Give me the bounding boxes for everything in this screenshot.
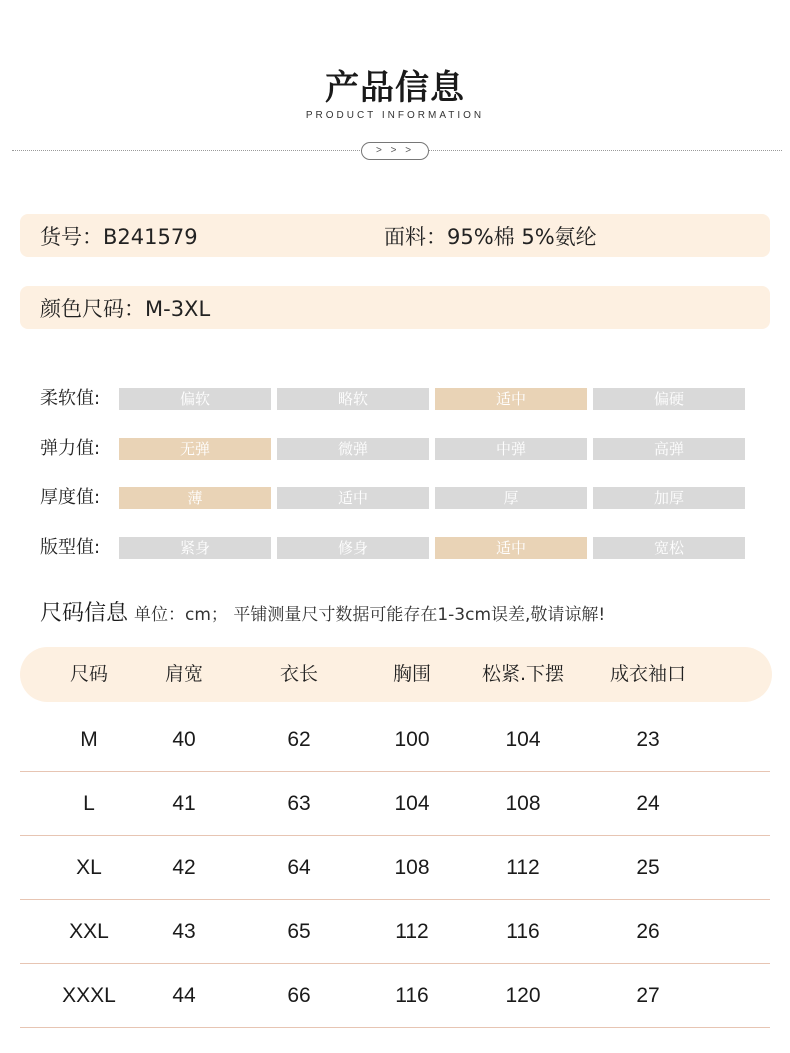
- attribute-label: 柔软值:: [40, 388, 101, 409]
- attribute-option: 厚: [435, 487, 587, 509]
- table-cell: 62: [287, 728, 311, 751]
- attribute-label: 弹力值:: [40, 438, 101, 459]
- table-cell: 66: [287, 984, 311, 1007]
- attribute-label: 版型值:: [40, 537, 101, 558]
- attribute-option: 宽松: [593, 537, 745, 559]
- table-cell: 108: [505, 792, 541, 815]
- table-cell: 44: [172, 984, 196, 1007]
- table-cell: 116: [506, 920, 540, 943]
- table-cell: 112: [395, 920, 429, 943]
- table-cell: M: [80, 728, 98, 751]
- attribute-label: 厚度值:: [40, 487, 101, 508]
- table-cell: 116: [395, 984, 429, 1007]
- size-info-title: 尺码信息: [40, 601, 129, 626]
- table-row: [20, 708, 770, 772]
- table-row: [20, 836, 770, 900]
- color-size-text: 颜色尺码：M-3XL: [40, 296, 211, 321]
- table-cell: 65: [287, 920, 311, 943]
- attribute-option-selected: 适中: [435, 388, 587, 410]
- table-row: [20, 900, 770, 964]
- table-header-cell: 松紧.下摆: [481, 663, 565, 685]
- arrows-pill: > > >: [361, 142, 429, 160]
- table-cell: 41: [172, 792, 196, 815]
- attribute-option-selected: 无弹: [119, 438, 271, 460]
- sku-text: 货号：B241579: [40, 224, 198, 249]
- page-title: 产品信息: [325, 68, 465, 108]
- page-subtitle: PRODUCT INFORMATION: [305, 110, 485, 121]
- table-cell: 42: [172, 856, 196, 879]
- table-cell: XL: [76, 856, 102, 879]
- attribute-option-selected: 适中: [435, 537, 587, 559]
- table-cell: 43: [172, 920, 196, 943]
- table-cell: 64: [287, 856, 311, 879]
- table-cell: 40: [172, 728, 196, 751]
- fabric-text: 面料：95%棉 5%氨纶: [384, 224, 597, 249]
- attribute-option: 中弹: [435, 438, 587, 460]
- attribute-option: 偏硬: [593, 388, 745, 410]
- table-cell: XXL: [69, 920, 109, 943]
- table-row: [20, 964, 770, 1028]
- table-header-cell: 尺码: [69, 663, 108, 685]
- size-table-header: [20, 647, 772, 702]
- table-header-cell: 衣长: [279, 663, 318, 685]
- attribute-option: 紧身: [119, 537, 271, 559]
- attribute-option: 适中: [277, 487, 429, 509]
- table-cell: 120: [505, 984, 541, 1007]
- attribute-option: 高弹: [593, 438, 745, 460]
- table-cell: L: [83, 792, 95, 815]
- table-cell: 104: [505, 728, 541, 751]
- attribute-option: 略软: [277, 388, 429, 410]
- table-header-cell: 成衣袖口: [609, 663, 686, 685]
- attribute-option: 微弹: [277, 438, 429, 460]
- table-cell: 26: [636, 920, 660, 943]
- table-cell: 25: [636, 856, 660, 879]
- attribute-option: 偏软: [119, 388, 271, 410]
- info-bar-sku-fabric: [20, 214, 770, 257]
- size-info-note: 单位：cm； 平铺测量尺寸数据可能存在1-3cm误差,敬请谅解!: [134, 605, 606, 625]
- table-cell: 63: [287, 792, 311, 815]
- table-header-cell: 胸围: [392, 663, 431, 685]
- table-cell: 108: [394, 856, 430, 879]
- table-cell: 104: [394, 792, 430, 815]
- table-header-cell: 肩宽: [164, 663, 203, 685]
- table-cell: 24: [636, 792, 660, 815]
- table-row: [20, 772, 770, 836]
- size-info-heading: [40, 596, 605, 627]
- table-cell: XXXL: [62, 984, 116, 1007]
- table-cell: 23: [636, 728, 660, 751]
- attribute-option-selected: 薄: [119, 487, 271, 509]
- table-cell: 27: [636, 984, 660, 1007]
- table-cell: 100: [394, 728, 430, 751]
- attribute-option: 修身: [277, 537, 429, 559]
- attribute-option: 加厚: [593, 487, 745, 509]
- info-bar-color-size: [20, 286, 770, 329]
- table-cell: 112: [506, 856, 540, 879]
